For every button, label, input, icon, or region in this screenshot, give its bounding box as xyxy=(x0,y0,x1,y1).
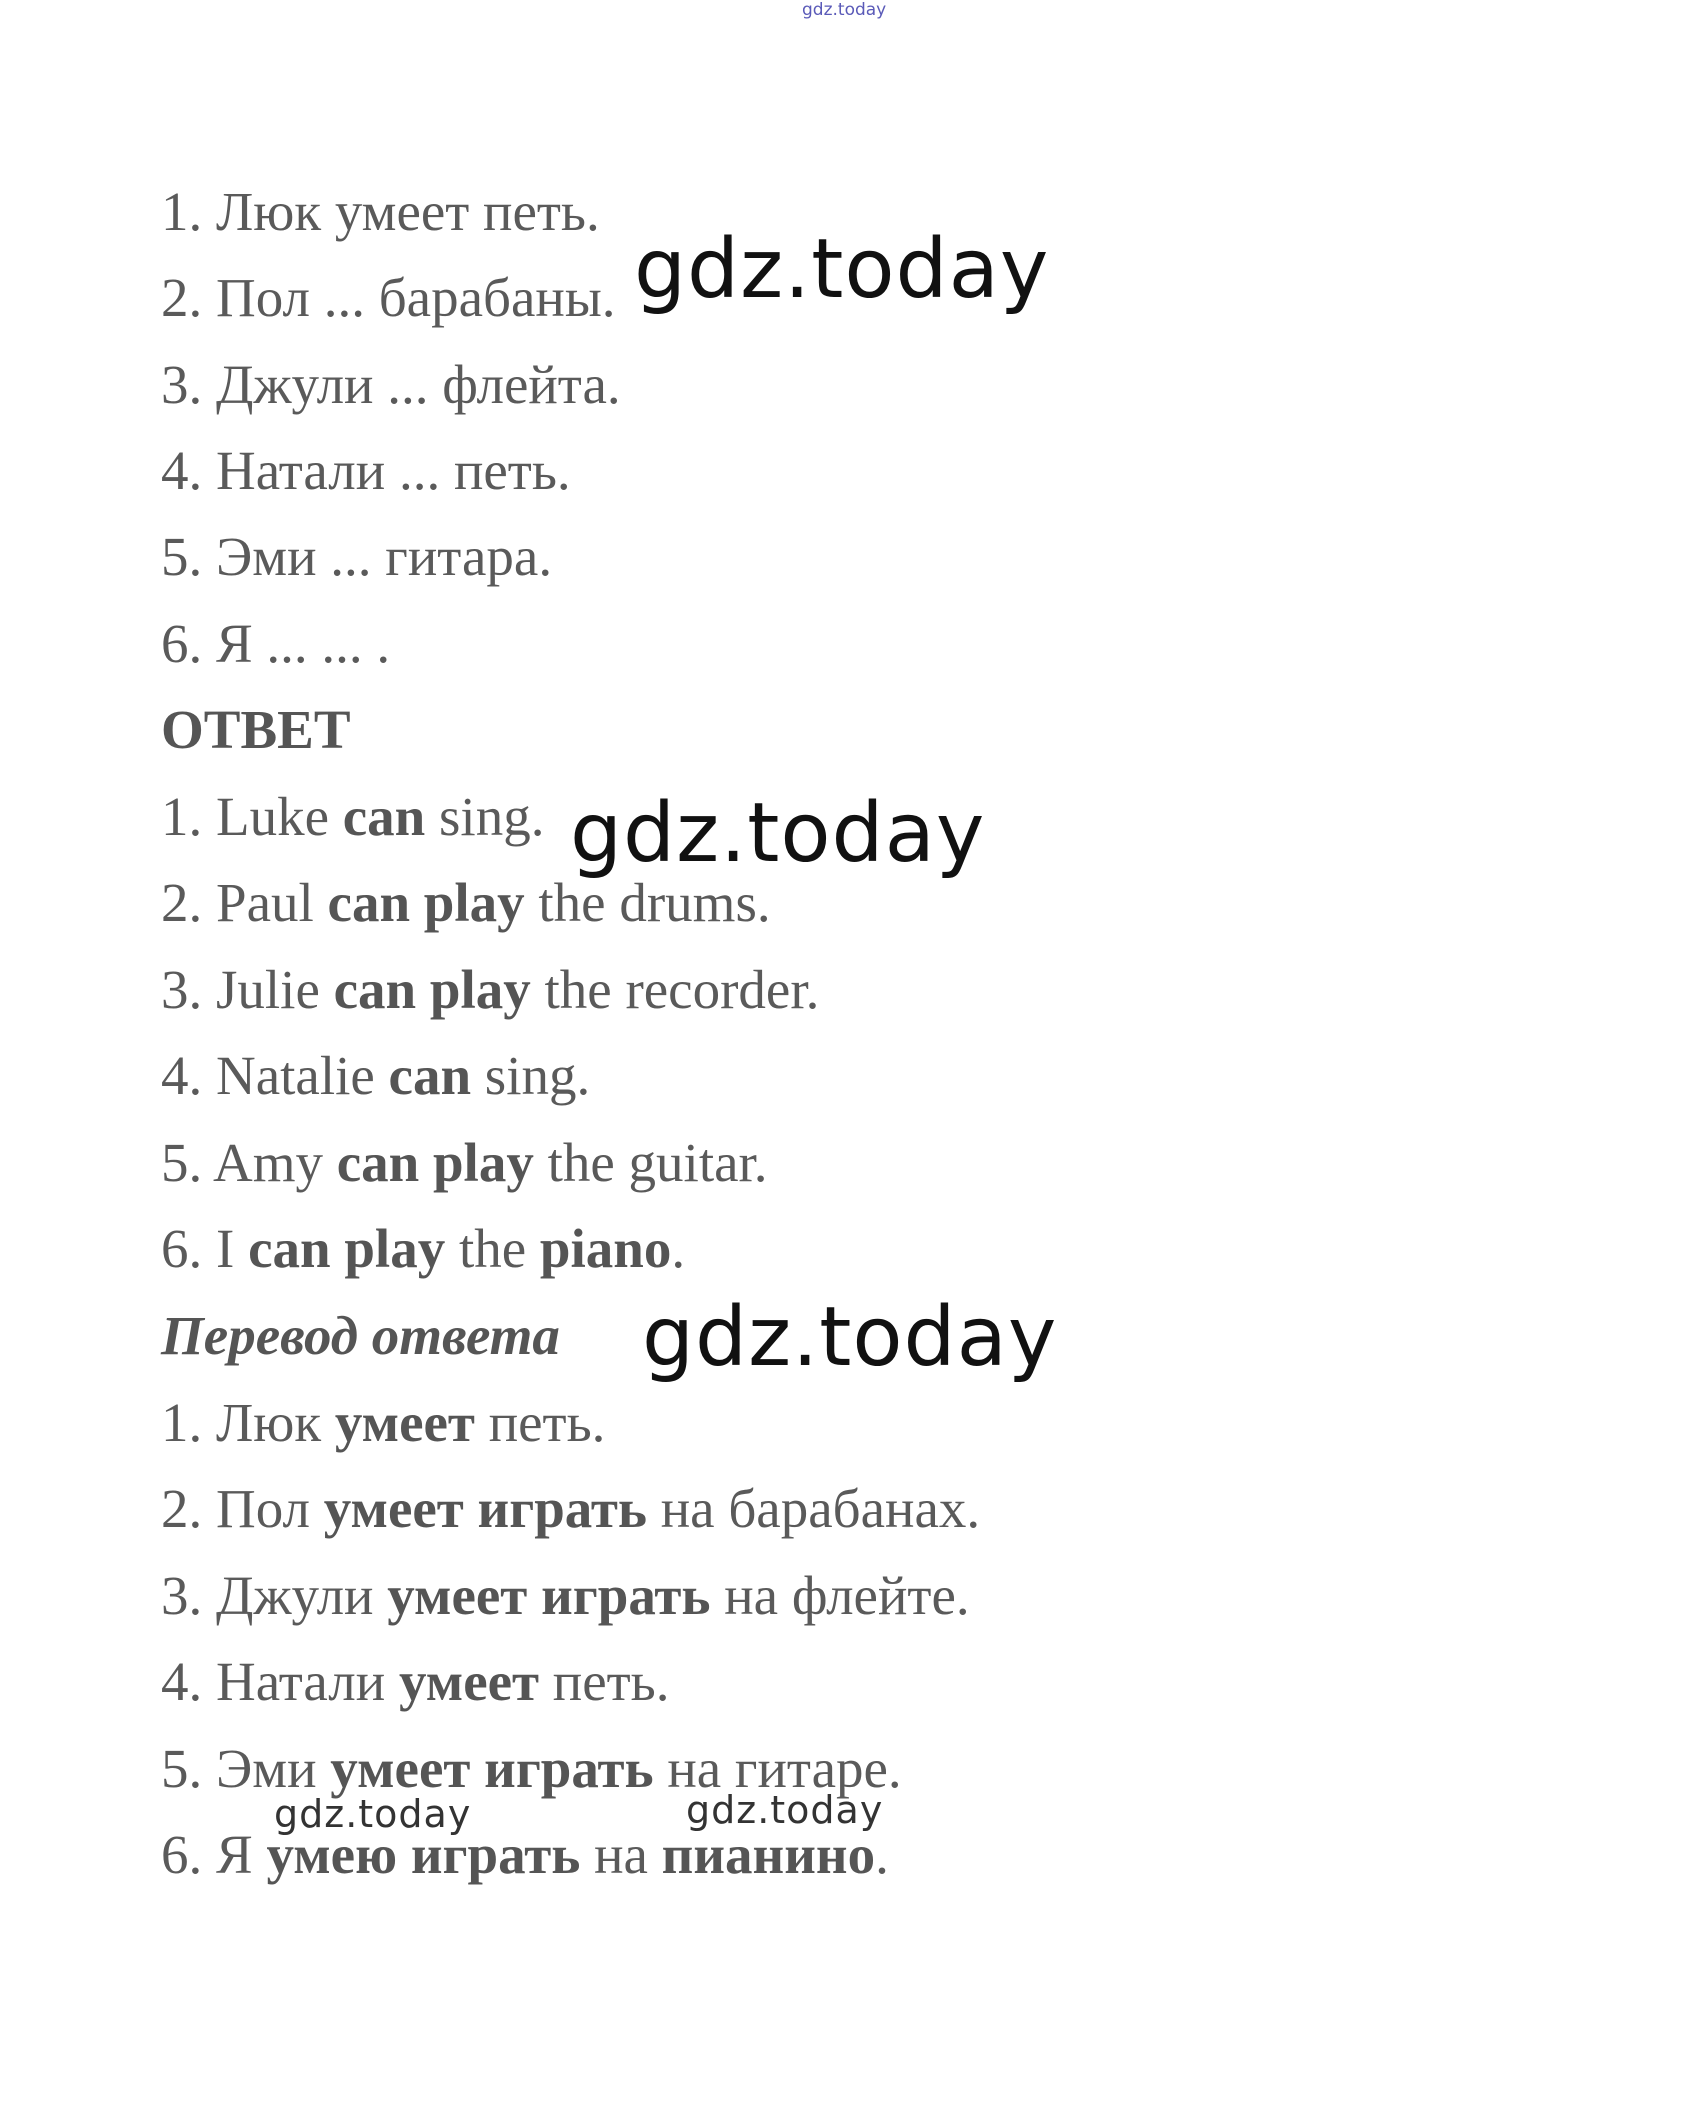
answer-heading: ОТВЕТ xyxy=(161,699,351,760)
task-item-4: 4. Натали ... петь. xyxy=(161,440,571,501)
answer-item-1: 1. Luke can sing. xyxy=(161,786,545,847)
translation-item-1: 1. Люк умеет петь. xyxy=(161,1392,606,1453)
translation-item-6: 6. Я умею играть на пианино. xyxy=(161,1824,889,1885)
watermark-5: gdz.today xyxy=(686,1788,884,1832)
translation-item-3: 3. Джули умеет играть на флейте. xyxy=(161,1565,970,1626)
translation-item-5: 5. Эми умеет играть на гитаре. xyxy=(161,1738,902,1799)
translation-item-4: 4. Натали умеет петь. xyxy=(161,1651,670,1712)
watermark-3: gdz.today xyxy=(642,1290,1058,1385)
answer-item-6: 6. I can play the piano. xyxy=(161,1218,686,1279)
answer-item-4: 4. Natalie can sing. xyxy=(161,1045,591,1106)
watermark-4: gdz.today xyxy=(274,1792,472,1836)
watermark-2: gdz.today xyxy=(570,786,986,881)
task-item-3: 3. Джули ... флейта. xyxy=(161,354,621,415)
watermark-top: gdz.today xyxy=(802,0,887,20)
watermark-1: gdz.today xyxy=(634,222,1050,317)
answer-item-3: 3. Julie can play the recorder. xyxy=(161,959,820,1020)
task-item-5: 5. Эми ... гитара. xyxy=(161,526,553,587)
task-item-6: 6. Я ... ... . xyxy=(161,613,391,674)
answer-item-5: 5. Amy can play the guitar. xyxy=(161,1132,768,1193)
translation-heading: Перевод ответа xyxy=(161,1305,560,1366)
task-item-2: 2. Пол ... барабаны. xyxy=(161,267,616,328)
translation-item-2: 2. Пол умеет играть на барабанах. xyxy=(161,1478,981,1539)
task-item-1: 1. Люк умеет петь. xyxy=(161,181,600,242)
answer-item-2: 2. Paul can play the drums. xyxy=(161,872,771,933)
